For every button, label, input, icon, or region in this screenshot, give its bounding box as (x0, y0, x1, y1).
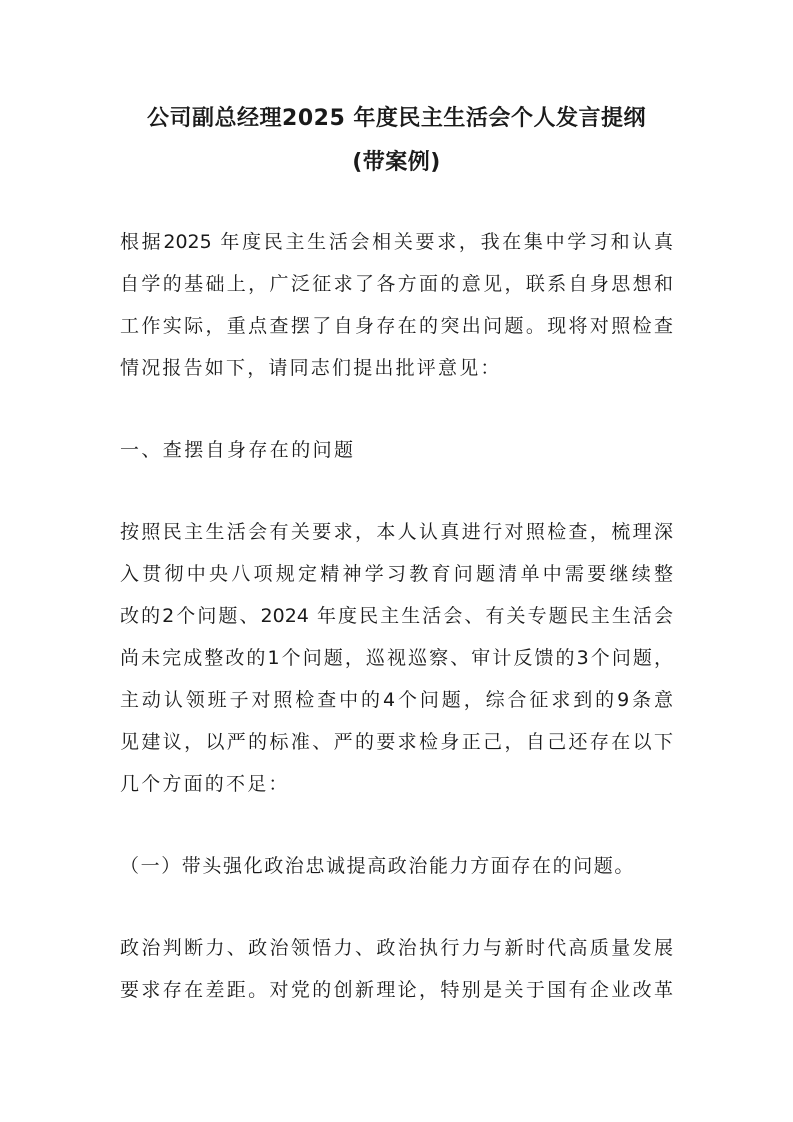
section-paragraph-line: 入贯彻中央八项规定精神学习教育问题清单中需要继续整 (120, 563, 673, 585)
intro-paragraph-line: 自学的基础上，广泛征求了各方面的意见，联系自身思想和 (120, 273, 673, 295)
document-title: 公司副总经理2025 年度民主生活会个人发言提纲 (147, 106, 646, 131)
section-heading: 一、查摆自身存在的问题 (120, 439, 356, 461)
subsection-paragraph-line: 要求存在差距。对党的创新理论，特别是关于国有企业改革 (120, 979, 673, 1001)
section-paragraph-line: 改的2个问题、2024 年度民主生活会、有关专题民主生活会 (120, 605, 673, 627)
intro-paragraph-line: 根据2025 年度民主生活会相关要求，我在集中学习和认真 (120, 231, 673, 253)
intro-paragraph-line: 工作实际，重点查摆了自身存在的突出问题。现将对照检查 (120, 315, 673, 337)
subsection-heading: （一）带头强化政治忠诚提高政治能力方面存在的问题。 (120, 855, 636, 877)
section-paragraph-line: 尚未完成整改的1个问题，巡视巡察、审计反馈的3个问题， (120, 647, 673, 669)
subsection-paragraph-line: 政治判断力、政治领悟力、政治执行力与新时代高质量发展 (120, 937, 673, 959)
intro-paragraph-line: 情况报告如下，请同志们提出批评意见： (120, 357, 502, 379)
section-paragraph-line: 见建议，以严的标准、严的要求检身正己，自己还存在以下 (120, 731, 673, 753)
section-paragraph-line: 按照民主生活会有关要求，本人认真进行对照检查，梳理深 (120, 521, 673, 543)
document-subtitle: (带案例) (352, 150, 441, 175)
section-paragraph-line: 几个方面的不足： (120, 773, 290, 795)
section-paragraph-line: 主动认领班子对照检查中的4个问题，综合征求到的9条意 (120, 689, 673, 711)
